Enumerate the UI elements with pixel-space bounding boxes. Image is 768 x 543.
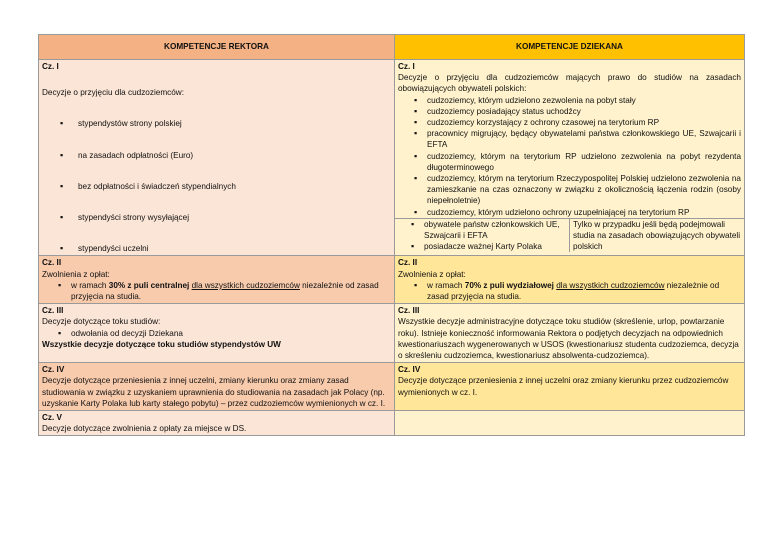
list-item: ▪ cudzoziemcy, którym na terytorium Rzeczypospolitej Polskiej udzielono zezwolenia na zamieszkanie na czas oznaczony w związku z okolicznością łączenia rodzin (osoby niepełnoletnie)	[398, 173, 741, 207]
part-label: Cz. II	[42, 258, 62, 268]
fee-list	[398, 280, 741, 302]
section-title: Decyzje dotyczące toku studiów:	[42, 317, 161, 327]
cell-dean-part-4	[395, 363, 745, 411]
body-text: Decyzje dotyczące zwolnienia z opłaty za miejsce w DS.	[42, 424, 247, 434]
rector-admission-list	[42, 118, 391, 254]
part-label: Cz. I	[42, 62, 59, 71]
list-item: ▪ w ramach 70% z puli wydziałowej dla wszystkich cudzoziemców niezależnie od zasad przyjęcia na studia.	[398, 280, 741, 302]
bold-note: Wszystkie decyzje dotyczące toku studiów stypendystów UW	[42, 339, 281, 349]
cell-rector-part-2	[39, 256, 395, 304]
list-item: ▪ stypendyści strony wysyłającej	[42, 212, 391, 223]
part-label: Cz. III	[42, 306, 64, 316]
row-part-3	[39, 304, 745, 363]
list-item: ▪ posiadacze ważnej Karty Polaka	[395, 241, 569, 252]
list-item: ▪ stypendyści uczelni	[42, 243, 391, 254]
part-label: Cz. IV	[398, 365, 421, 375]
row-part-1	[39, 60, 745, 256]
eu-subtable	[395, 218, 744, 253]
header-dean: KOMPETENCJE DZIEKANA	[395, 35, 745, 60]
part-label: Cz. V	[42, 413, 63, 423]
row-part-5	[39, 411, 745, 436]
intro-text: Decyzje o przyjęciu dla cudzoziemców mających prawo do studiów na zasadach obowiązujących obywateli polskich:	[398, 73, 741, 94]
competences-table	[38, 34, 745, 436]
list-item: ▪ cudzoziemcy, którym udzielono zezwolenia na pobyt stały	[398, 95, 741, 106]
part-label: Cz. IV	[42, 365, 65, 375]
cell-rector-part-3	[39, 304, 395, 363]
list-item: ▪ pracownicy migrujący, będący obywatelami państwa członkowskiego UE, Szwajcarii i EFTA	[398, 128, 741, 150]
list-item: ▪ w ramach 30% z puli centralnej dla wszystkich cudzoziemców niezależnie od zasad przyjęcia na studia.	[42, 280, 391, 302]
header-rector: KOMPETENCJE REKTORA	[39, 35, 395, 60]
list-item: ▪ bez odpłatności i świadczeń stypendialnych	[42, 181, 391, 192]
list-item: ▪ odwołania od decyzji Dziekana	[42, 328, 391, 339]
list-item: ▪ obywatele państw członkowskich UE, Szwajcarii i EFTA	[395, 219, 569, 241]
eu-note: Tylko w przypadku jeśli będą podejmowali studia na zasadach obowiązujących obywateli polskich	[570, 218, 745, 252]
body-text: Decyzje dotyczące przeniesienia z innej uczelni oraz zmiany kierunku przez cudzoziemców wymienionych w cz. I.	[398, 376, 729, 397]
cell-dean-part-1	[395, 60, 745, 256]
list-item: ▪ cudzoziemcy, którym udzielono ochrony uzupełniającej na terytorium RP	[398, 207, 741, 218]
cell-dean-part-3	[395, 304, 745, 363]
cell-rector-part-4	[39, 363, 395, 411]
part-label: Cz. II	[398, 258, 418, 268]
list-item: ▪ stypendystów strony polskiej	[42, 118, 391, 129]
row-part-4	[39, 363, 745, 411]
list-item: ▪ cudzoziemcy posiadający status uchodźcy	[398, 106, 741, 117]
study-list	[42, 328, 391, 339]
cell-rector-part-1	[39, 60, 395, 256]
intro-text: Decyzje o przyjęciu dla cudzoziemców:	[42, 88, 184, 98]
section-title: Zwolnienia z opłat:	[398, 269, 466, 279]
list-item: ▪ na zasadach odpłatności (Euro)	[42, 150, 391, 161]
section-title: Zwolnienia z opłat:	[42, 269, 110, 279]
dean-admission-list	[398, 95, 741, 218]
part-label: Cz. I	[398, 62, 415, 71]
body-text: Wszystkie decyzje administracyjne dotyczące toku studiów (skreślenie, urlop, powtarzanie roku). Istnieje konieczność informowania Rektora o podjętych decyzjach na odpowiednich kwestionariuszach wygenerowanych w USOS (kwestionariusz studenta cudzoziemca, decyzja o skreśleniu cudzoziemca, kwestionariusz absolwenta-cudzoziemca).	[398, 317, 739, 361]
cell-dean-part-2	[395, 256, 745, 304]
list-item: ▪ cudzoziemcy, którym na terytorium RP udzielono zezwolenia na pobyt rezydenta długoterminowego	[398, 151, 741, 173]
fee-list	[42, 280, 391, 302]
eu-list	[395, 219, 569, 253]
eu-list-cell	[395, 218, 570, 252]
header-row	[39, 35, 745, 60]
row-part-2	[39, 256, 745, 304]
cell-rector-part-5	[39, 411, 395, 436]
part-label: Cz. III	[398, 306, 420, 316]
cell-dean-part-5-empty	[395, 411, 745, 436]
list-item: ▪ cudzoziemcy korzystający z ochrony czasowej na terytorium RP	[398, 117, 741, 128]
body-text: Decyzje dotyczące przeniesienia z innej uczelni, zmiany kierunku oraz zmiany zasad studiowania w związku z uzyskaniem uprawnienia do studiowania na zasadach jak Polacy (np. uzyskanie Karty Polaka lub karty stałego pobytu) – przez cudzoziemców wymienionych w cz. I.	[42, 376, 386, 408]
